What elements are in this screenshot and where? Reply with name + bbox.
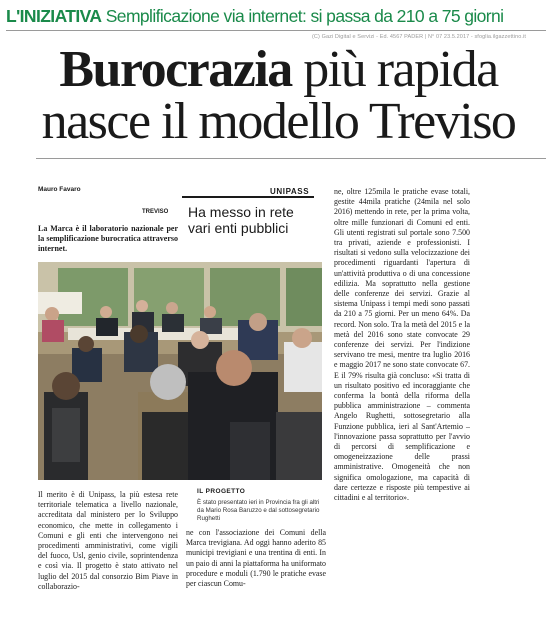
- meeting-photo-illustration: [38, 262, 322, 480]
- lead-paragraph: La Marca è il laboratorio nazionale per la semplificazione burocratica attraverso internet.: [38, 224, 178, 253]
- article-column-right: ne, oltre 125mila le pratiche evase totali, gestite 44mila pratiche (24mila nel solo 2016) mettendo in rete, per la prima volta, oltre mille funzionari di Comuni ed enti. Gli utenti registrati sul portale sono 7.500 tra privati, aziende e professionisti. I risultati si vedono sulla velocizzazione dei procedimenti riguardanti l'apertura di un'attività produttiva o di una concessione edilizia. Ma soprattutto nella gestione delle conferenze dei servizi. Grazie al sistema Unipass i tempi medi sono passati da 210 a 75 giorni. Per un meno 64%. Da record. Non solo. Tra la metà del 2015 e la metà del 2016 sono state convocate 29 conferenze dei servizi. Per l'indizione servivano tre mesi, mentre tra luglio 2016 e maggio 2017 ne sono state convocate 67. E il 79% risulta già concluso: «Si tratta di un risultato positivo ed incoraggiante che conferma la bontà della riforma della pubblica amministrazione – commenta Angelo Rughetti, sottosegretario alla Funzione pubblica, ieri al Sant'Artemio – l'innovazione passa soprattutto per l'avvio di percorsi di semplificazione e omogeneizzazione delle prassi amministrative. Omogeneità che non significa omologazione, ma capacità di dare certezze e risposte più tempestive ai cittadini e al territorio».: [334, 187, 470, 503]
- headline-bold-word: Burocrazia: [59, 41, 292, 98]
- headline-line-2: nasce il modello Treviso: [41, 93, 516, 150]
- top-rule: [6, 30, 546, 31]
- watermark: (C) Gazi Digital e Servizi - Ed. 4567 PADER | N° 07 23.5.2017 - sfoglia.ilgazzettino.it: [312, 34, 526, 40]
- byline: Mauro Favaro: [38, 186, 81, 193]
- photo-caption: È stato presentato ieri in Provincia fra gli altri da Mario Rosa Baruzzo e dal sottosegretario Rughetti: [197, 499, 320, 522]
- headline-line-1: [6, 41, 551, 98]
- meeting-photo: [38, 262, 322, 480]
- article-column-middle: ne con l'associazione dei Comuni della Marca trevigiana. Ad oggi hanno aderito 85 municipi trevigiani e una trentina di enti. In un paio di anni la piattaforma ha uniformato procedure e moduli (1.790 le pratiche evase per ciascun Comu-: [186, 528, 326, 589]
- sidebar-label: UNIPASS: [270, 187, 310, 196]
- caption-label: IL PROGETTO: [197, 488, 246, 495]
- headline-line-1-rest: più rapida: [291, 41, 498, 98]
- section-rule: [36, 158, 546, 159]
- kicker-tag: L'INIZIATIVA: [6, 6, 102, 26]
- kicker-subtitle: Semplificazione via internet: si passa da 210 a 75 giorni: [105, 6, 504, 26]
- article-column-left: Il merito è di Unipass, la più estesa rete territoriale telematica a livello nazionale, accreditata dal ministero per lo Sviluppo economico, che mette in collegamento i Comuni e gli enti che intervengono nei procedimenti amministrativi, come vigili del fuoco, Usl, genio civile, soprintendenza e così via. Il progetto è stato attivato nel luglio del 2015 dal consorzio Bim Piave in collaborazio-: [38, 490, 178, 591]
- kicker: [6, 6, 551, 28]
- sidebar-rule: [182, 196, 314, 198]
- dateline: TREVISO: [142, 209, 169, 215]
- sidebar-title: Ha messo in rete vari enti pubblici: [188, 204, 294, 236]
